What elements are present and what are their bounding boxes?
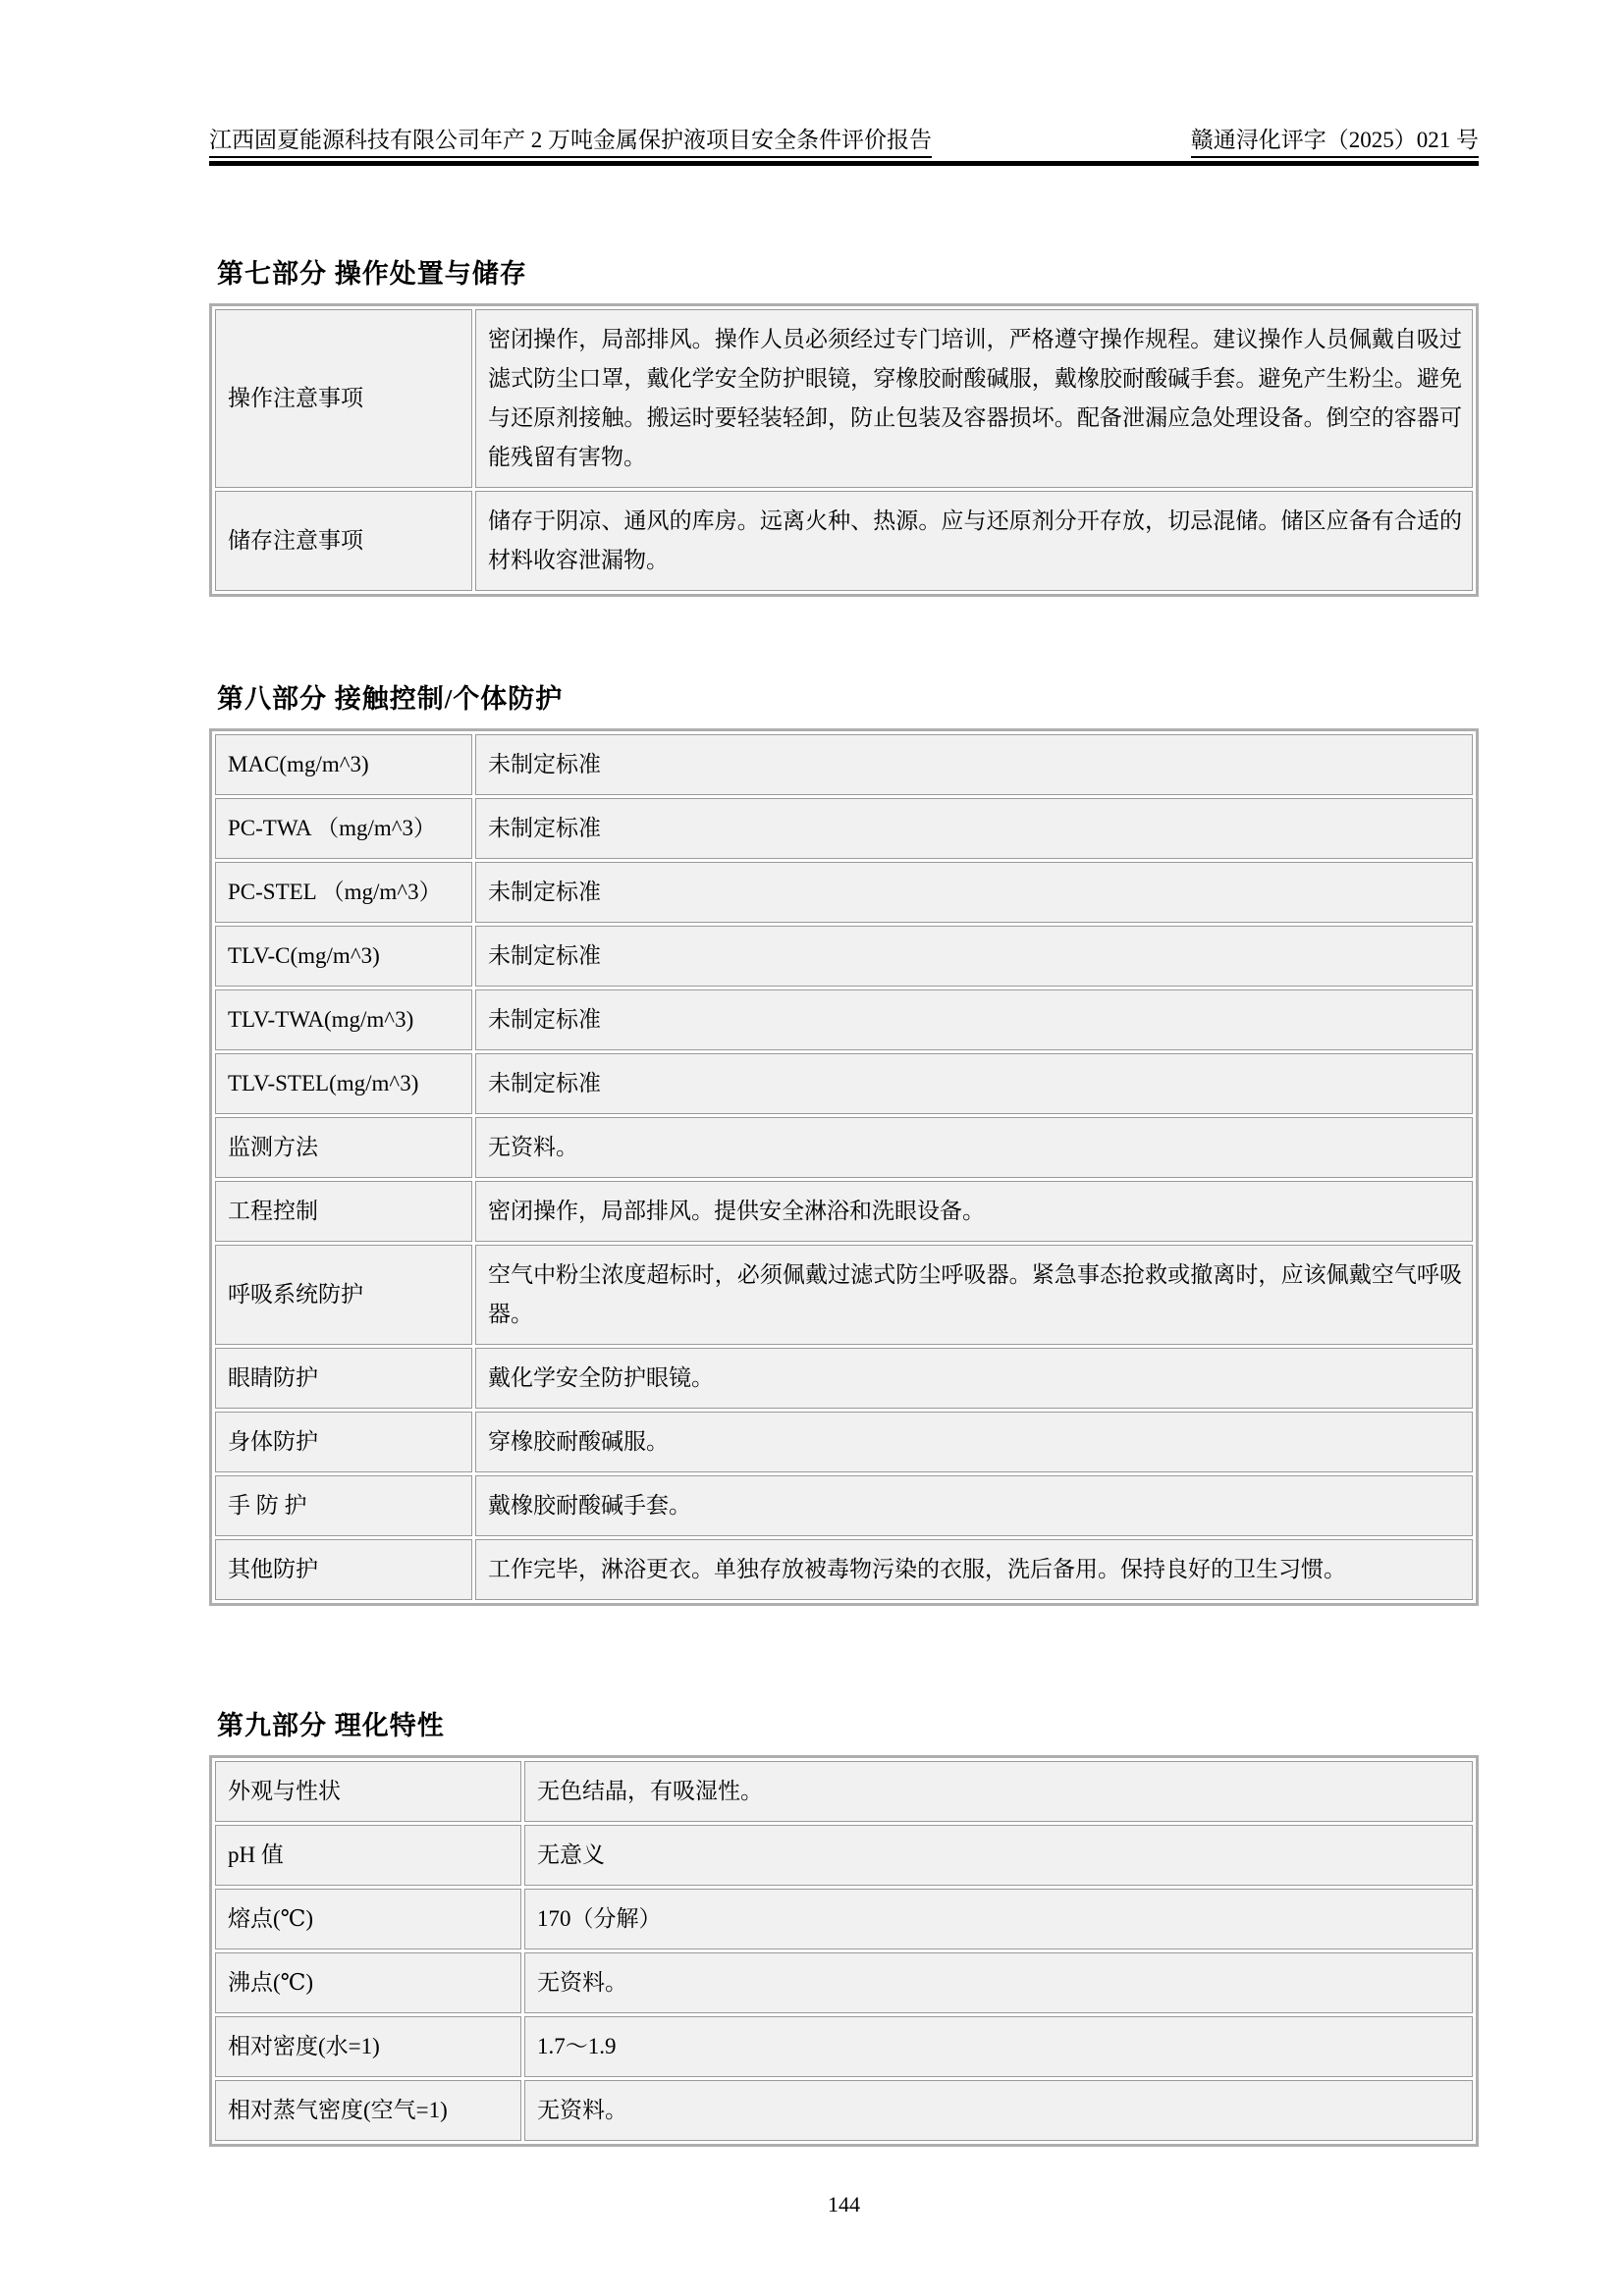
row-value: 空气中粉尘浓度超标时，必须佩戴过滤式防尘呼吸器。紧急事态抢救或撤离时，应该佩戴空气呼吸器。 [475, 1245, 1473, 1345]
table-row [215, 1825, 1473, 1886]
row-label: 其他防护 [215, 1539, 472, 1600]
row-value: 工作完毕，淋浴更衣。单独存放被毒物污染的衣服，洗后备用。保持良好的卫生习惯。 [475, 1539, 1473, 1600]
row-label: 沸点(℃) [215, 1952, 521, 2013]
row-label: TLV-STEL(mg/m^3) [215, 1053, 472, 1114]
section-operation-storage [209, 252, 1479, 597]
page-footer [209, 2192, 1479, 2217]
table-row [215, 1181, 1473, 1242]
table-row [215, 309, 1473, 488]
table-row [215, 862, 1473, 923]
row-value: 密闭操作，局部排风。提供安全淋浴和洗眼设备。 [475, 1181, 1473, 1242]
table-row [215, 1412, 1473, 1472]
row-label: 相对密度(水=1) [215, 2016, 521, 2077]
section-title: 第九部分 理化特性 [217, 1710, 445, 1740]
section-physical-chemical [209, 1704, 1479, 2147]
row-label: 工程控制 [215, 1181, 472, 1242]
row-value: 穿橡胶耐酸碱服。 [475, 1412, 1473, 1472]
section-title: 第七部分 操作处置与储存 [217, 258, 527, 289]
row-label: 身体防护 [215, 1412, 472, 1472]
row-value: 戴化学安全防护眼镜。 [475, 1348, 1473, 1409]
row-label: PC-TWA （mg/m^3） [215, 798, 472, 859]
row-value: 无意义 [524, 1825, 1473, 1886]
row-label: 外观与性状 [215, 1761, 521, 1822]
page-number: 144 [828, 2191, 860, 2216]
table-row [215, 734, 1473, 795]
row-value: 170（分解） [524, 1889, 1473, 1949]
table-row [215, 1245, 1473, 1345]
row-value: 储存于阴凉、通风的库房。远离火种、热源。应与还原剂分开存放，切忌混储。储区应备有合适的材料收容泄漏物。 [475, 491, 1473, 591]
table-row [215, 1539, 1473, 1600]
row-value: 无资料。 [524, 2080, 1473, 2141]
table-row [215, 1952, 1473, 2013]
table-row [215, 2080, 1473, 2141]
row-label: 储存注意事项 [215, 491, 472, 591]
table-row [215, 926, 1473, 987]
table-row [215, 798, 1473, 859]
row-value: 密闭操作，局部排风。操作人员必须经过专门培训，严格遵守操作规程。建议操作人员佩戴自吸过滤式防尘口罩，戴化学安全防护眼镜，穿橡胶耐酸碱服，戴橡胶耐酸碱手套。避免产生粉尘。避免与还原剂接触。搬运时要轻装轻卸，防止包装及容器损坏。配备泄漏应急处理设备。倒空的容器可能残留有害物。 [475, 309, 1473, 488]
table-row [215, 2016, 1473, 2077]
row-label: pH 值 [215, 1825, 521, 1886]
row-label: 呼吸系统防护 [215, 1245, 472, 1345]
row-value: 未制定标准 [475, 862, 1473, 923]
row-value: 未制定标准 [475, 989, 1473, 1050]
section-title: 第八部分 接触控制/个体防护 [217, 683, 564, 714]
row-label: TLV-TWA(mg/m^3) [215, 989, 472, 1050]
row-value: 1.7～1.9 [524, 2016, 1473, 2077]
row-label: TLV-C(mg/m^3) [215, 926, 472, 987]
row-value: 未制定标准 [475, 926, 1473, 987]
header-report-title: 江西固夏能源科技有限公司年产 2 万吨金属保护液项目安全条件评价报告 [209, 126, 932, 158]
row-value: 戴橡胶耐酸碱手套。 [475, 1475, 1473, 1536]
row-label: MAC(mg/m^3) [215, 734, 472, 795]
row-label: 监测方法 [215, 1117, 472, 1178]
physical-chemical-table [209, 1755, 1479, 2147]
content-frame [209, 126, 1479, 2217]
operation-storage-table [209, 303, 1479, 597]
table-row [215, 1761, 1473, 1822]
section-exposure-control [209, 677, 1479, 1606]
row-label: 熔点(℃) [215, 1889, 521, 1949]
row-value: 无资料。 [524, 1952, 1473, 2013]
row-label: 眼睛防护 [215, 1348, 472, 1409]
table-row [215, 1889, 1473, 1949]
row-label: 操作注意事项 [215, 309, 472, 488]
row-value: 未制定标准 [475, 1053, 1473, 1114]
row-value: 无资料。 [475, 1117, 1473, 1178]
table-row [215, 1117, 1473, 1178]
table-row [215, 1348, 1473, 1409]
exposure-control-table [209, 728, 1479, 1606]
header-doc-number: 赣通浔化评字（2025）021 号 [1191, 126, 1479, 158]
row-value: 未制定标准 [475, 798, 1473, 859]
row-label: 相对蒸气密度(空气=1) [215, 2080, 521, 2141]
row-label: PC-STEL （mg/m^3） [215, 862, 472, 923]
table-row [215, 989, 1473, 1050]
page-header [209, 126, 1479, 166]
row-value: 未制定标准 [475, 734, 1473, 795]
row-value: 无色结晶，有吸湿性。 [524, 1761, 1473, 1822]
table-row [215, 491, 1473, 591]
table-row [215, 1053, 1473, 1114]
table-row [215, 1475, 1473, 1536]
row-label: 手 防 护 [215, 1475, 472, 1536]
